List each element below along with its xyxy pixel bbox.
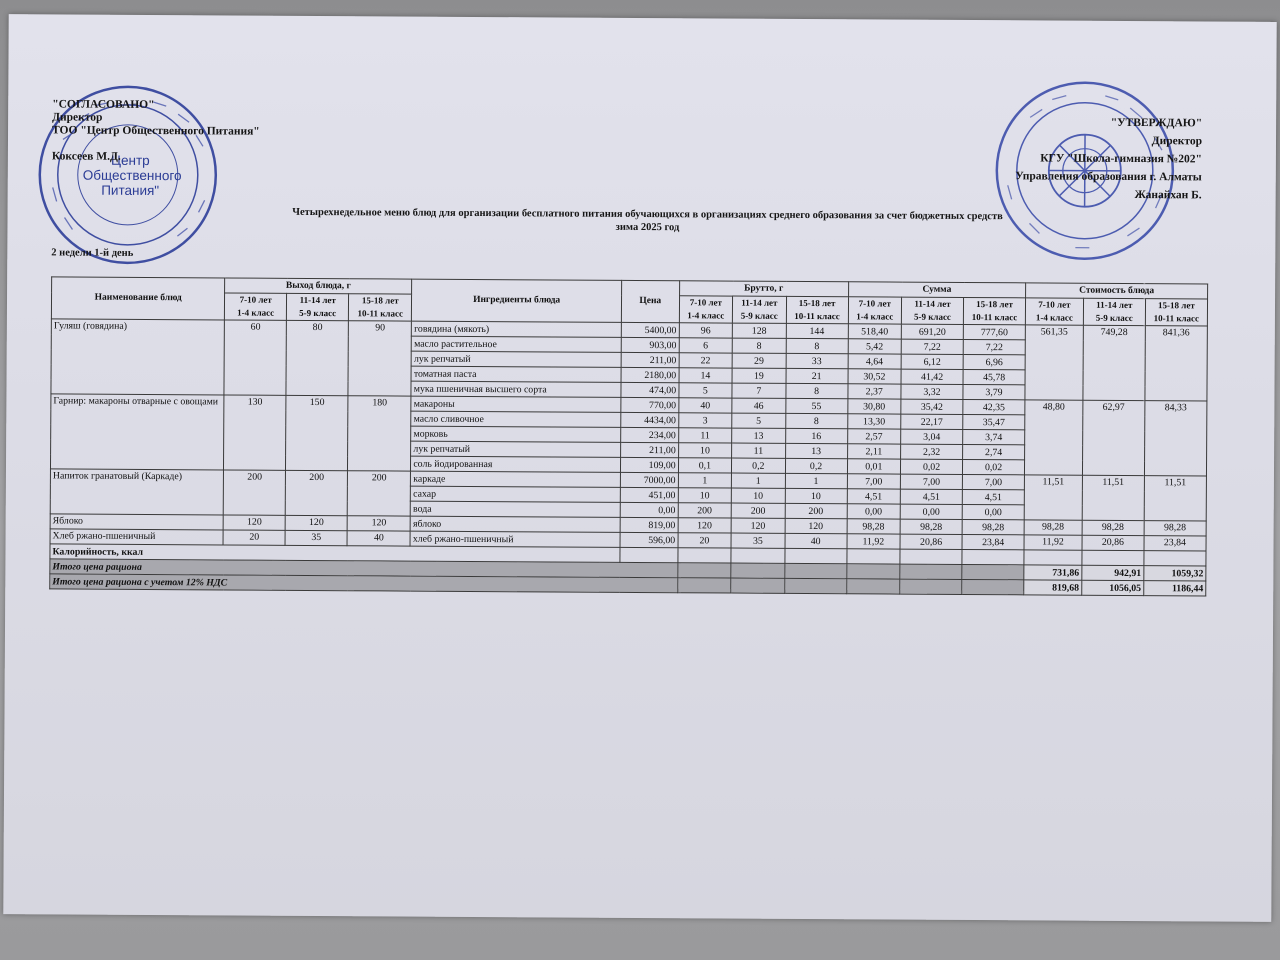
empty-cell — [900, 579, 962, 594]
ingredient-price: 903,00 — [621, 337, 679, 352]
ingredient-sum: 2,11 — [847, 444, 901, 459]
dish-output: 35 — [285, 530, 347, 545]
total-value: 1059,32 — [1144, 566, 1206, 581]
ingredient-sum: 0,02 — [900, 459, 962, 474]
age-group-header: 11-14 лет 5-9 класс — [901, 297, 963, 324]
ingredient-brutto: 11 — [732, 443, 786, 458]
ingredient-brutto: 200 — [731, 503, 785, 518]
approval-block-right — [1015, 116, 1202, 202]
dish-name: Хлеб ржано-пшеничный — [50, 529, 223, 545]
empty-cell — [846, 579, 900, 594]
ingredient-brutto: 46 — [732, 398, 786, 413]
empty-cell — [1144, 551, 1206, 566]
dish-output: 180 — [348, 396, 412, 471]
ingredient-brutto: 1 — [678, 473, 732, 488]
ingredient-brutto: 1 — [785, 473, 847, 488]
empty-cell — [962, 579, 1024, 594]
ingredient-sum: 20,86 — [900, 534, 962, 549]
empty-cell — [900, 549, 962, 564]
dish-cost: 48,80 — [1025, 400, 1083, 475]
col-dish-name: Наименование блюд — [51, 277, 224, 320]
ingredient-brutto: 16 — [785, 428, 847, 443]
empty-cell — [731, 578, 785, 593]
ingredient-sum: 6,12 — [901, 354, 963, 369]
approver-name: Жанайхан Б. — [1134, 189, 1202, 202]
ingredient-sum: 11,92 — [847, 534, 901, 549]
ingredient-brutto: 96 — [679, 323, 733, 338]
ingredient-brutto: 40 — [785, 533, 847, 548]
total-label: Итого цена рациона с учетом 12% НДС — [50, 574, 678, 593]
ingredient-name: лук репчатый — [411, 441, 621, 457]
ingredient-brutto: 8 — [786, 338, 848, 353]
ingredient-sum: 7,22 — [963, 339, 1025, 354]
ingredient-brutto: 35 — [731, 533, 785, 548]
ingredient-sum: 35,47 — [963, 414, 1025, 429]
ingredient-sum: 7,00 — [900, 474, 962, 489]
ingredient-name: морковь — [411, 426, 621, 442]
col-output: Выход блюда, г — [225, 278, 412, 294]
dish-cost: 11,51 — [1024, 475, 1082, 520]
dish-cost: 561,35 — [1025, 325, 1083, 400]
ingredient-sum: 13,30 — [847, 414, 901, 429]
empty-cell — [677, 578, 731, 593]
ingredient-brutto: 55 — [785, 398, 847, 413]
ingredient-price: 770,00 — [621, 397, 679, 412]
ingredient-price: 0,00 — [620, 502, 678, 517]
age-group-header: 15-18 лет 10-11 класс — [349, 294, 412, 321]
menu-table — [49, 276, 1208, 596]
ingredient-brutto: 10 — [678, 488, 732, 503]
empty-cell — [784, 563, 846, 578]
dish-output: 200 — [223, 470, 285, 515]
ingredient-brutto: 6 — [679, 338, 733, 353]
approver-organization: КГУ "Школа-гимназия №202" — [1040, 152, 1202, 166]
ingredient-sum: 98,28 — [900, 519, 962, 534]
col-brutto: Брутто, г — [679, 281, 848, 297]
ingredient-brutto: 200 — [785, 503, 847, 518]
ingredient-price: 819,00 — [620, 517, 678, 532]
dish-output: 80 — [286, 320, 348, 395]
dish-name: Яблоко — [50, 514, 223, 530]
ingredient-name: мука пшеничная высшего сорта — [411, 381, 621, 397]
age-group-header: 7-10 лет 1-4 класс — [1025, 298, 1083, 325]
dish-output: 20 — [223, 530, 285, 545]
ingredient-price: 4434,00 — [621, 412, 679, 427]
ingredient-brutto: 19 — [732, 368, 786, 383]
empty-cell — [677, 563, 731, 578]
empty-cell — [962, 564, 1024, 579]
document-title: Четырехнедельное меню блюд для организации бесплатного питания обучающихся в организациях среднего образования за счет бюджетных средств зима 2025 год — [292, 206, 1003, 234]
age-group-header: 7-10 лет 1-4 класс — [848, 297, 902, 324]
empty-cell — [1082, 550, 1144, 565]
ingredient-name: вода — [411, 501, 621, 517]
dish-cost: 11,51 — [1144, 476, 1206, 521]
age-group-header: 15-18 лет 10-11 класс — [963, 297, 1025, 324]
ingredient-brutto: 21 — [786, 368, 848, 383]
ingredient-brutto: 0,2 — [732, 458, 786, 473]
dish-cost: 11,92 — [1024, 535, 1082, 550]
total-value: 1056,05 — [1082, 580, 1144, 595]
ingredient-name: томатная паста — [411, 366, 621, 382]
ingredient-sum: 3,32 — [901, 384, 963, 399]
ingredient-price: 2180,00 — [621, 367, 679, 382]
col-sum: Сумма — [848, 282, 1026, 298]
age-group-header: 15-18 лет 10-11 класс — [1145, 299, 1207, 326]
dish-cost: 23,84 — [1144, 536, 1206, 551]
dish-name: Гарнир: макароны отварные с овощами — [50, 394, 224, 470]
dish-cost: 84,33 — [1144, 401, 1207, 476]
dish-output: 120 — [347, 516, 410, 531]
ingredient-brutto: 11 — [678, 428, 732, 443]
empty-cell — [846, 549, 900, 564]
total-value: 942,91 — [1082, 565, 1144, 580]
ingredient-sum: 777,60 — [963, 324, 1025, 339]
age-group-header: 7-10 лет 1-4 класс — [679, 296, 733, 323]
dish-cost: 20,86 — [1082, 535, 1144, 550]
dish-output: 150 — [286, 395, 348, 470]
dish-output: 120 — [285, 515, 347, 530]
ingredient-brutto: 5 — [732, 413, 786, 428]
total-value: 731,86 — [1024, 565, 1082, 580]
col-price: Цена — [621, 280, 679, 322]
ingredient-brutto: 33 — [786, 353, 848, 368]
age-group-header: 7-10 лет 1-4 класс — [225, 293, 287, 320]
ingredient-name: яблоко — [410, 516, 620, 532]
total-value: 1186,44 — [1144, 581, 1206, 596]
ingredient-brutto: 20 — [678, 533, 732, 548]
approver-position: Директор — [52, 111, 103, 124]
ingredient-price: 7000,00 — [620, 472, 678, 487]
ingredient-brutto: 10 — [785, 488, 847, 503]
ingredient-brutto: 40 — [678, 398, 732, 413]
dish-cost: 98,28 — [1082, 520, 1144, 535]
empty-cell — [962, 549, 1024, 564]
dish-output: 200 — [347, 471, 410, 516]
dish-output: 200 — [285, 470, 347, 515]
approval-status: "УТВЕРЖДАЮ" — [1110, 116, 1203, 130]
total-value: 819,68 — [1024, 580, 1082, 595]
week-day-label: 2 недели 1-й день — [51, 247, 134, 259]
dish-output: 90 — [348, 321, 412, 396]
ingredient-brutto: 10 — [678, 443, 732, 458]
ingredient-sum: 45,78 — [963, 369, 1025, 384]
ingredient-brutto: 3 — [678, 413, 732, 428]
ingredient-sum: 691,20 — [901, 324, 963, 339]
approver-organization: ТОО "Центр Общественного Питания" — [52, 124, 260, 138]
ingredient-name: хлеб ржано-пшеничный — [410, 531, 620, 547]
ingredient-brutto: 200 — [678, 503, 732, 518]
ingredient-sum: 3,74 — [963, 429, 1025, 444]
ingredient-sum: 3,79 — [963, 384, 1025, 399]
ingredient-sum: 2,32 — [901, 444, 963, 459]
empty-cell — [620, 547, 678, 562]
empty-cell — [731, 563, 785, 578]
col-ingredients: Ингредиенты блюда — [412, 279, 622, 322]
dish-cost: 98,28 — [1144, 521, 1206, 536]
ingredient-sum: 0,01 — [847, 459, 901, 474]
ingredient-sum: 7,22 — [901, 339, 963, 354]
age-group-header: 11-14 лет 5-9 класс — [287, 293, 349, 320]
ingredient-brutto: 22 — [679, 353, 733, 368]
dish-output: 130 — [224, 395, 286, 470]
ingredient-brutto: 10 — [731, 488, 785, 503]
ingredient-name: каркаде — [411, 471, 621, 487]
ingredient-brutto: 0,1 — [678, 458, 732, 473]
ingredient-sum: 3,04 — [901, 429, 963, 444]
ingredient-brutto: 120 — [731, 518, 785, 533]
approver-department: Управления образования г. Алматы — [1015, 170, 1202, 184]
ingredient-brutto: 120 — [678, 518, 732, 533]
calories-label: Калорийность, ккал — [50, 544, 620, 562]
ingredient-name: говядина (мякоть) — [412, 321, 622, 337]
ingredient-brutto: 8 — [785, 413, 847, 428]
ingredient-brutto: 13 — [732, 428, 786, 443]
ingredient-price: 451,00 — [620, 487, 678, 502]
dish-output: 120 — [223, 515, 285, 530]
ingredient-price: 234,00 — [621, 427, 679, 442]
empty-cell — [1024, 550, 1082, 565]
ingredient-brutto: 8 — [732, 338, 786, 353]
ingredient-sum: 2,74 — [963, 444, 1025, 459]
ingredient-sum: 98,28 — [962, 519, 1024, 534]
ingredient-sum: 4,51 — [962, 489, 1024, 504]
ingredient-name: лук репчатый — [411, 351, 621, 367]
ingredient-brutto: 13 — [785, 443, 847, 458]
dish-cost: 841,36 — [1145, 326, 1208, 401]
ingredient-brutto: 144 — [786, 323, 848, 338]
dish-output: 60 — [224, 320, 286, 395]
ingredient-name: макароны — [411, 396, 621, 412]
dish-cost: 98,28 — [1024, 520, 1082, 535]
ingredient-sum: 0,00 — [962, 504, 1024, 519]
empty-cell — [900, 564, 962, 579]
ingredient-price: 474,00 — [621, 382, 679, 397]
age-group-header: 11-14 лет 5-9 класс — [1083, 298, 1145, 325]
ingredient-brutto: 8 — [785, 383, 847, 398]
empty-cell — [731, 548, 785, 563]
ingredient-price: 211,00 — [621, 352, 679, 367]
ingredient-sum: 0,02 — [963, 459, 1025, 474]
col-cost: Стоимость блюда — [1026, 283, 1208, 299]
ingredient-sum: 41,42 — [901, 369, 963, 384]
ingredient-sum: 22,17 — [901, 414, 963, 429]
ingredient-sum: 0,00 — [900, 504, 962, 519]
ingredient-name: соль йодированная — [411, 456, 621, 472]
ingredient-brutto: 0,2 — [785, 458, 847, 473]
age-group-header: 11-14 лет 5-9 класс — [732, 296, 786, 323]
dish-name: Напиток гранатовый (Каркаде) — [50, 469, 223, 515]
ingredient-sum: 30,80 — [847, 399, 901, 414]
ingredient-sum: 30,52 — [848, 369, 902, 384]
empty-cell — [678, 548, 732, 563]
ingredient-sum: 2,57 — [847, 429, 901, 444]
ingredient-price: 596,00 — [620, 532, 678, 547]
ingredient-sum: 4,64 — [848, 354, 902, 369]
ingredient-name: масло растительное — [412, 336, 622, 352]
dish-cost: 62,97 — [1082, 400, 1144, 475]
age-group-header: 15-18 лет 10-11 класс — [786, 296, 848, 323]
ingredient-sum: 2,37 — [848, 384, 902, 399]
dish-cost: 749,28 — [1083, 325, 1145, 400]
ingredient-sum: 0,00 — [847, 504, 901, 519]
approver-name: Коксеев М.Д. — [51, 150, 121, 163]
ingredient-price: 211,00 — [620, 442, 678, 457]
empty-cell — [784, 578, 846, 593]
empty-cell — [846, 564, 900, 579]
ingredient-name: масло сливочное — [411, 411, 621, 427]
empty-cell — [784, 548, 846, 563]
ingredient-sum: 7,00 — [847, 474, 901, 489]
dish-name: Гуляш (говядина) — [51, 319, 225, 395]
ingredient-brutto: 120 — [785, 518, 847, 533]
ingredient-brutto: 5 — [679, 383, 733, 398]
ingredient-sum: 6,96 — [963, 354, 1025, 369]
ingredient-name: сахар — [411, 486, 621, 502]
ingredient-sum: 23,84 — [962, 534, 1024, 549]
approval-block-left — [52, 98, 260, 164]
document-sheet — [3, 14, 1276, 922]
ingredient-sum: 7,00 — [962, 474, 1024, 489]
ingredient-sum: 5,42 — [848, 339, 902, 354]
ingredient-brutto: 7 — [732, 383, 786, 398]
ingredient-brutto: 128 — [732, 323, 786, 338]
total-label: Итого цена рациона — [50, 559, 678, 578]
ingredient-price: 5400,00 — [621, 322, 679, 337]
ingredient-sum: 4,51 — [900, 489, 962, 504]
left-stamp-text: Центр Общественного Питания" — [82, 152, 182, 199]
ingredient-price: 109,00 — [620, 457, 678, 472]
ingredient-sum: 518,40 — [848, 324, 902, 339]
dish-output: 40 — [347, 531, 410, 546]
ingredient-sum: 42,35 — [963, 399, 1025, 414]
ingredient-sum: 4,51 — [847, 489, 901, 504]
ingredient-brutto: 29 — [732, 353, 786, 368]
dish-cost: 11,51 — [1082, 475, 1144, 520]
ingredient-brutto: 14 — [679, 368, 733, 383]
ingredient-sum: 35,42 — [901, 399, 963, 414]
approval-status: "СОГЛАСОВАНО" — [52, 98, 155, 112]
ingredient-sum: 98,28 — [847, 519, 901, 534]
approver-position: Директор — [1151, 135, 1203, 148]
ingredient-brutto: 1 — [731, 473, 785, 488]
